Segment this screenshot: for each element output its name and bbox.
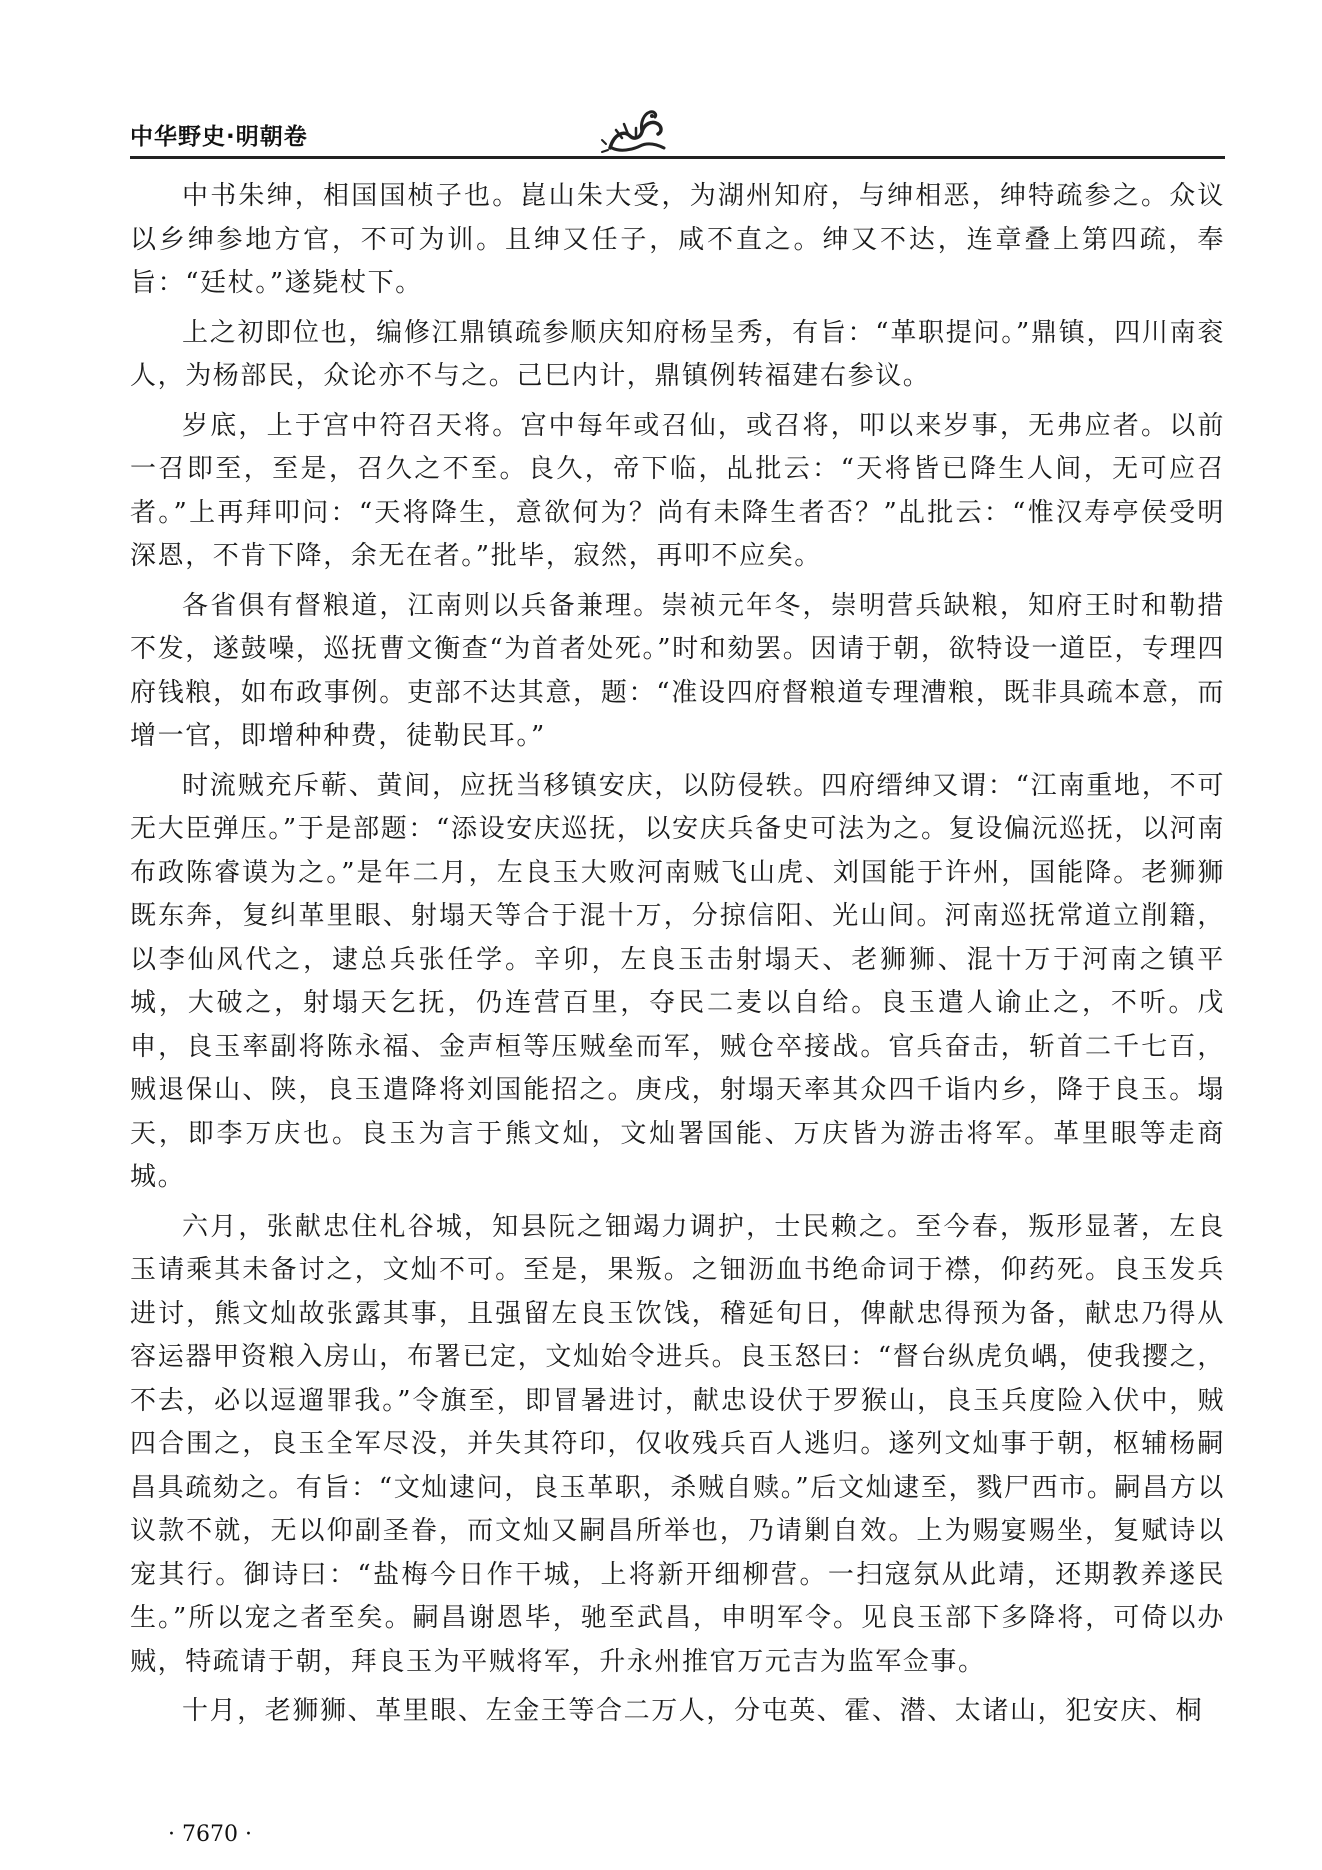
paragraph: 上之初即位也，编修江鼎镇疏参顺庆知府杨呈秀，有旨：“革职提问。”鼎镇，四川南衮人，为杨部民，众论亦不与之。己巳内计，鼎镇例转福建右参议。 xyxy=(130,317,1225,391)
running-header xyxy=(130,118,1230,164)
paragraph: 六月，张献忠住札谷城，知县阮之钿竭力调护，士民赖之。至今春，叛形显著，左良玉请乘其未备讨之，文灿不可。至是，果叛。之钿沥血书绝命词于襟，仰药死。良玉发兵进讨，熊文灿故张露其事，且强留左良玉饮饯，稽延旬日，俾献忠得预为备，献忠乃得从容运器甲资粮入房山，布署已定，文灿始令进兵。良玉怒曰：“督台纵虎负嵎，使我撄之，不去，必以逗遛罪我。”令旗至，即冒暑进讨，献忠设伏于罗猴山，良玉兵度险入伏中，贼四合围之，良玉全军尽没，并失其符印，仅收残兵百人逃归。遂列文灿事于朝，枢辅杨嗣昌具疏劾之。有旨：“文灿逮问，良玉革职，杀贼自赎。”后文灿逮至，戮尸西市。嗣昌方以议款不就，无以仰副圣眷，而文灿又嗣昌所举也，乃请剿自效。上为赐宴赐坐，复赋诗以宠其行。御诗曰：“盐梅今日作干城，上将新开细柳营。一扫寇氛从此靖，还期教养遂民生。”所以宠之者至矣。嗣昌谢恩毕，驰至武昌，申明军令。见良玉部下多降将，可倚以办贼，特疏请于朝，拜良玉为平贼将军，升永州推官万元吉为监军佥事。 xyxy=(130,1211,1225,1677)
dragon-emblem-icon xyxy=(600,104,672,160)
paragraph: 岁底，上于宫中符召天将。宫中每年或召仙，或召将，叩以来岁事，无弗应者。以前一召即至，至是，召久之不至。良久，帝下临，乩批云：“天将皆已降生人间，无可应召者。”上再拜叩问：“天将降生，意欲何为？尚有未降生者否？”乩批云：“惟汉寿亭侯受明深恩，不肯下降，余无在者。”批毕，寂然，再叩不应矣。 xyxy=(130,410,1225,571)
article-body xyxy=(130,175,1225,1740)
paragraph: 十月，老狮狮、革里眼、左金王等合二万人，分屯英、霍、潜、太诸山，犯安庆、桐 xyxy=(182,1696,1204,1726)
book-title: 中华野史·明朝卷 xyxy=(130,124,308,150)
header-divider xyxy=(130,156,1225,159)
paragraph: 各省俱有督粮道，江南则以兵备兼理。崇祯元年冬，崇明营兵缺粮，知府王时和勒措不发，遂鼓噪，巡抚曹文衡查“为首者处死。”时和劾罢。因请于朝，欲特设一道臣，专理四府钱粮，如布政事例。吏部不达其意，题：“准设四府督粮道专理漕粮，既非具疏本意，而增一官，即增种种费，徒勒民耳。” xyxy=(130,590,1225,751)
paragraph: 时流贼充斥蕲、黄间，应抚当移镇安庆，以防侵轶。四府缙绅又谓：“江南重地，不可无大臣弹压。”于是部题：“添设安庆巡抚，以安庆兵备史可法为之。复设偏沅巡抚，以河南布政陈睿谟为之。”是年二月，左良玉大败河南贼飞山虎、刘国能于许州，国能降。老狮狮既东奔，复纠革里眼、射塌天等合于混十万，分掠信阳、光山间。河南巡抚常道立削籍，以李仙风代之，逮总兵张任学。辛卯，左良玉击射塌天、老狮狮、混十万于河南之镇平城，大破之，射塌天乞抚，仍连营百里，夺民二麦以自给。良玉遣人谕止之，不听。戊申，良玉率副将陈永福、金声桓等压贼垒而军，贼仓卒接战。官兵奋击，斩首二千七百，贼退保山、陕，良玉遣降将刘国能招之。庚戌，射塌天率其众四千诣内乡，降于良玉。塌天，即李万庆也。良玉为言于熊文灿，文灿署国能、万庆皆为游击将军。革里眼等走商城。 xyxy=(130,770,1225,1192)
page-number: · 7670 · xyxy=(168,1822,252,1847)
paragraph: 中书朱绅，相国国桢子也。崑山朱大受，为湖州知府，与绅相恶，绅特疏参之。众议以乡绅参地方官，不可为训。且绅又任子，咸不直之。绅又不达，连章叠上第四疏，奉旨：“廷杖。”遂毙杖下。 xyxy=(130,181,1225,298)
